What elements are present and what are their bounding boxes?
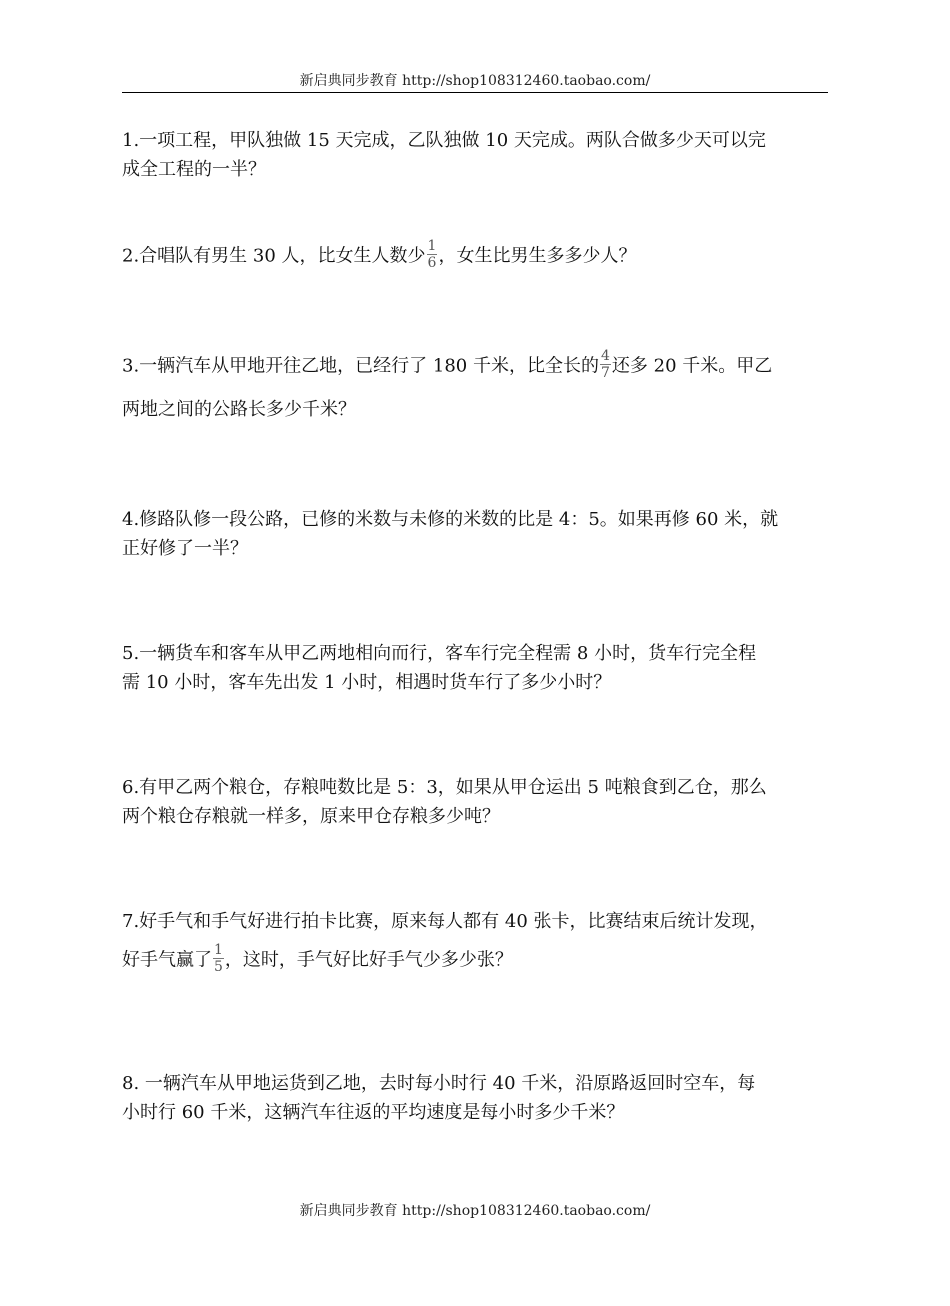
problem-4-line-1: 4.修路队修一段公路，已修的米数与未修的米数的比是 4：5。如果再修 60 米，就 [122, 509, 779, 530]
problem-3-fraction [600, 348, 611, 381]
problem-7-text-before: 好手气赢了 [122, 949, 212, 971]
problem-1-line-1: 1.一项工程，甲队独做 15 天完成，乙队独做 10 天完成。两队合做多少天可以完 [122, 130, 766, 151]
page-header: 新启典同步教育 http://shop108312460.taobao.com/ [299, 73, 651, 89]
problem-3-text-before: 3.一辆汽车从甲地开往乙地，已经行了 180 千米，比全长的 [122, 355, 599, 377]
fraction-numerator: 4 [600, 348, 610, 364]
problem-2 [122, 240, 828, 273]
fraction-denominator: 7 [600, 365, 610, 381]
problem-8-line-1: 8. 一辆汽车从甲地运货到乙地，去时每小时行 40 千米，沿原路返回时空车，每 [122, 1073, 756, 1094]
problem-3 [122, 350, 828, 424]
fraction-denominator: 6 [427, 255, 437, 271]
problem-2-text-before: 2.合唱队有男生 30 人，比女生人数少 [122, 245, 426, 267]
problem-6-line-2: 两个粮仓存粮就一样多，原来甲仓存粮多少吨？ [122, 806, 500, 827]
problem-7-text-after: ，这时，手气好比好手气少多少张？ [224, 949, 513, 971]
problem-5 [122, 639, 828, 697]
problem-5-line-1: 5.一辆货车和客车从甲乙两地相向而行，客车行完全程需 8 小时，货车行完全程 [122, 643, 757, 664]
problem-8 [122, 1069, 828, 1127]
problem-4 [122, 505, 828, 563]
problem-1 [122, 126, 828, 184]
problem-8-line-2: 小时行 60 千米，这辆汽车往返的平均速度是每小时多少千米？ [122, 1102, 625, 1123]
fraction-denominator: 5 [214, 959, 223, 975]
header-rule [122, 92, 828, 93]
problem-3-line-1 [122, 350, 828, 383]
problem-2-fraction [427, 238, 438, 271]
problem-5-line-2: 需 10 小时，客车先出发 1 小时，相遇时货车行了多少小时？ [122, 672, 612, 693]
problem-6 [122, 773, 828, 831]
problem-7-fraction [213, 942, 224, 975]
problem-1-line-2: 成全工程的一半？ [122, 159, 266, 180]
problem-2-text-after: ，女生比男生多多少人？ [438, 245, 637, 267]
problem-3-text-after: 还多 20 千米。甲乙 [611, 355, 773, 377]
page-footer: 新启典同步教育 http://shop108312460.taobao.com/ [299, 1203, 651, 1219]
problem-7-line-2 [122, 944, 828, 977]
problem-6-line-1: 6.有甲乙两个粮仓，存粮吨数比是 5：3，如果从甲仓运出 5 吨粮食到乙仓，那么 [122, 777, 767, 798]
fraction-numerator: 1 [214, 942, 223, 958]
problem-3-line-2: 两地之间的公路长多少千米？ [122, 399, 356, 420]
problem-2-line-1 [122, 240, 828, 273]
problem-7-line-1: 7.好手气和手气好进行拍卡比赛，原来每人都有 40 张卡，比赛结束后统计发现， [122, 911, 768, 932]
problem-7 [122, 907, 828, 977]
problem-4-line-2: 正好修了一半？ [122, 538, 248, 559]
fraction-numerator: 1 [427, 238, 437, 254]
